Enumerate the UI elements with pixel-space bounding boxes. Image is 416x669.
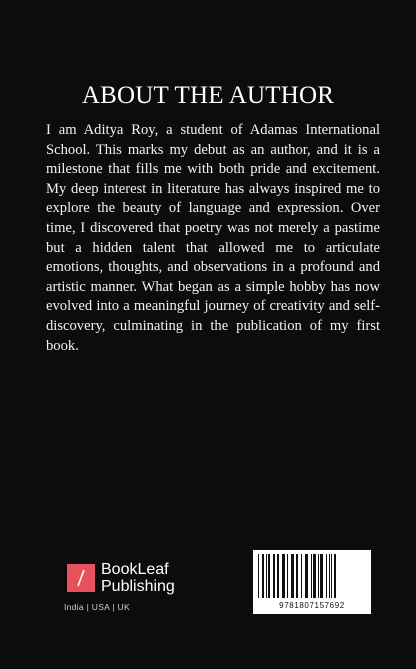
publisher-regions: India | USA | UK: [64, 602, 130, 612]
barcode-bar: [273, 554, 275, 598]
barcode-bar: [301, 554, 302, 598]
barcode-bar: [291, 554, 294, 598]
barcode-bar: [326, 554, 327, 598]
isbn-number: 9781807157692: [279, 601, 345, 610]
publisher-name-line2: Publishing: [101, 578, 175, 595]
barcode-bar: [258, 554, 259, 598]
barcode-bar: [268, 554, 270, 598]
barcode-bar: [320, 554, 323, 598]
publisher-name: [101, 561, 175, 595]
barcode-bar: [311, 554, 312, 598]
barcode-bar: [331, 554, 332, 598]
barcode-bar: [296, 554, 298, 598]
publisher-name-line1: BookLeaf: [101, 561, 169, 578]
barcode-bar: [266, 554, 267, 598]
publisher-logo: [64, 561, 204, 613]
barcode-bar: [262, 554, 264, 598]
barcode-bar: [305, 554, 308, 598]
author-bio: I am Aditya Roy, a student of Adamas International School. This marks my debut as an author, and it is a milestone that fills me with both pride and excitement. My deep interest in literature has always inspired me to explore the beauty of language and expression. Over time, I discovered that poetry was not merely a pastime but a hidden talent that allowed me to articulate emotions, thoughts, and observations in a profound and artistic manner. What began as a simple hobby has now evolved into a meaningful journey of creativity and self-discovery, culminating in the publication of my first book.: [46, 122, 380, 354]
barcode-bar: [287, 554, 288, 598]
barcode-bar: [277, 554, 279, 598]
slash-logo-icon: [67, 564, 95, 592]
isbn-barcode: [253, 550, 371, 614]
barcode-bar: [313, 554, 316, 598]
barcode-bar: [329, 554, 330, 598]
section-title: ABOUT THE AUTHOR: [81, 82, 335, 109]
barcode-bar: [318, 554, 319, 598]
barcode-bars: [256, 554, 368, 600]
barcode-bar: [282, 554, 285, 598]
barcode-bar: [334, 554, 336, 598]
